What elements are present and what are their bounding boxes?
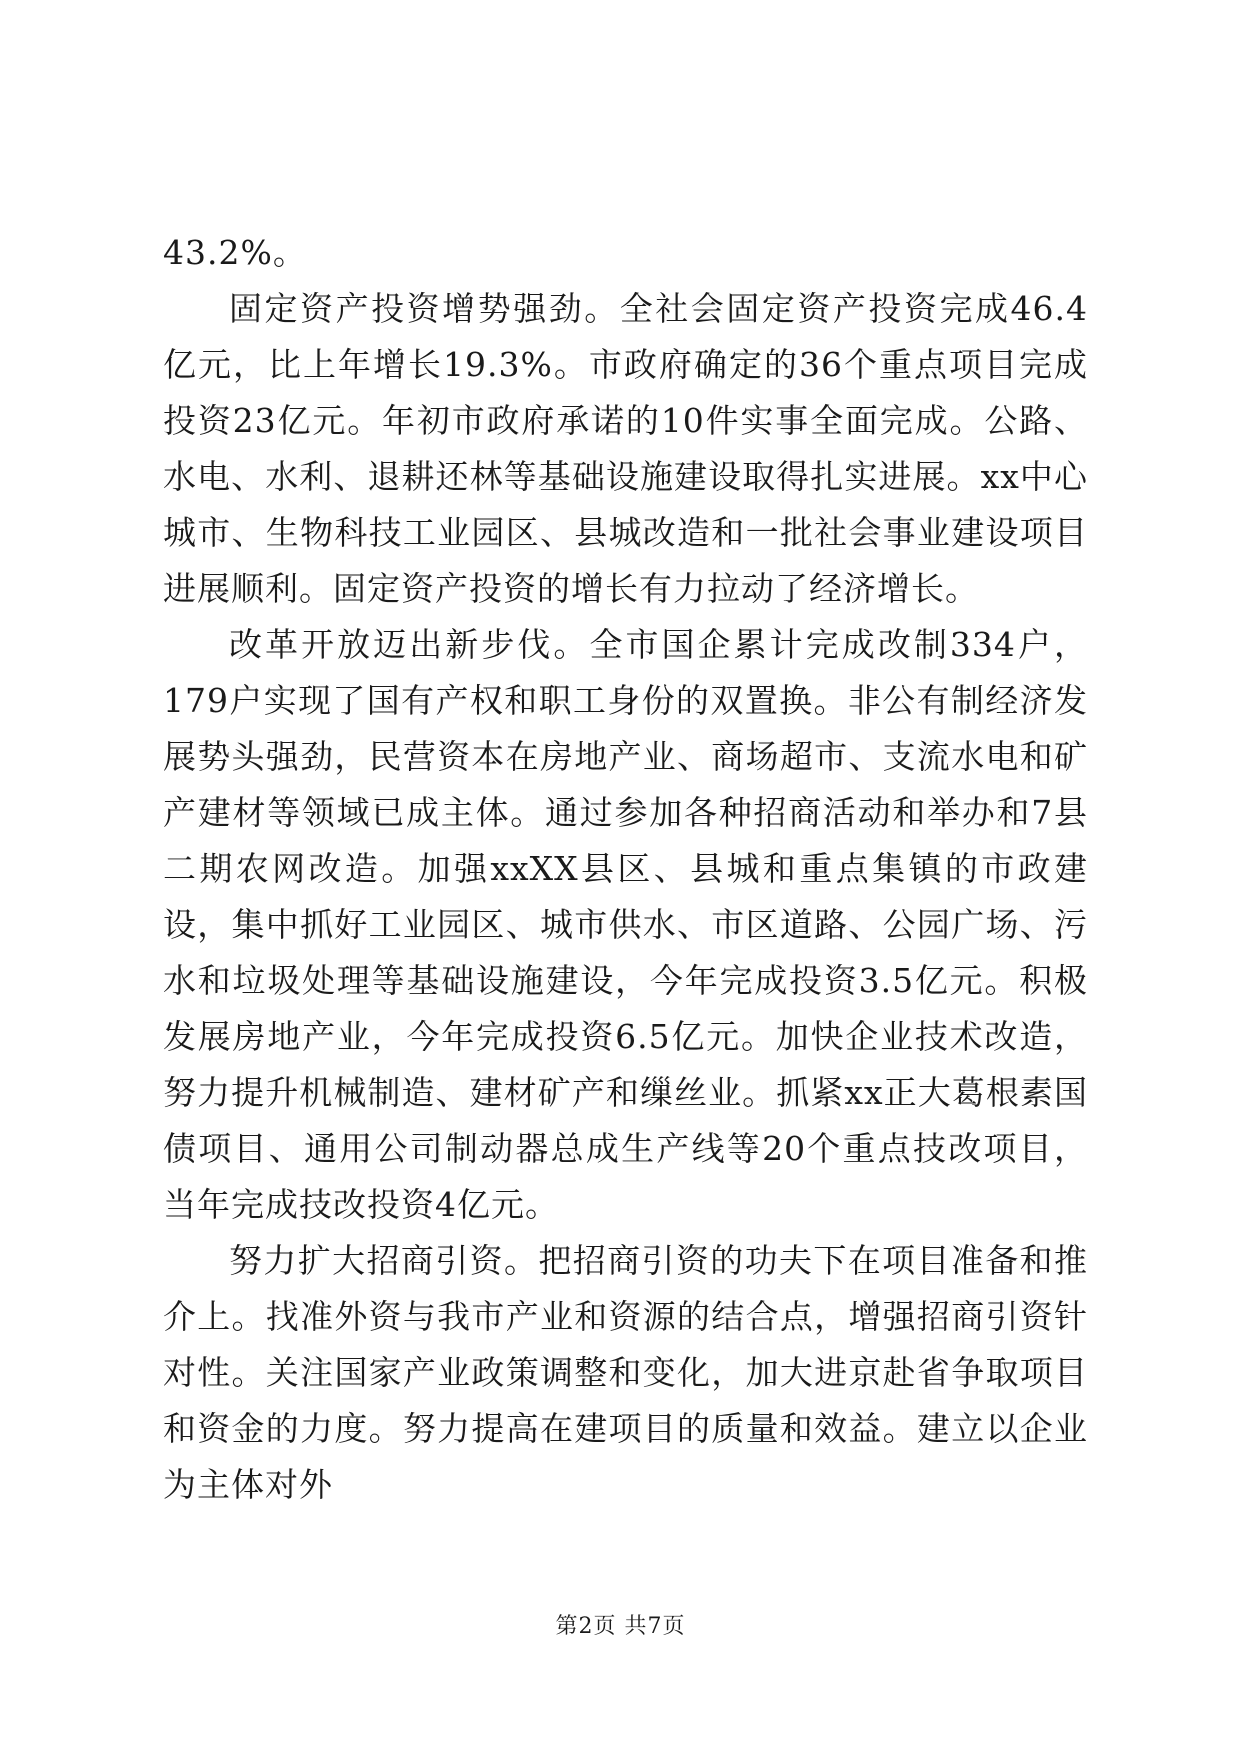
paragraph-reform-opening: 改革开放迈出新步伐。全市国企累计完成改制334户，179户实现了国有产权和职工身份的双置换。非公有制经济发展势头强劲，民营资本在房地产业、商场超市、支流水电和矿产建材等领域已成主体。通过参加各种招商活动和举办和7县二期农网改造。加强xxXX县区、县城和重点集镇的市政建设，集中抓好工业园区、城市供水、市区道路、公园广场、污水和垃圾处理等基础设施建设，今年完成投资3.5亿元。积极发展房地产业，今年完成投资6.5亿元。加快企业技术改造，努力提升机械制造、建材矿产和缫丝业。抓紧xx正大葛根素国债项目、通用公司制动器总成生产线等20个重点技改项目，当年完成技改投资4亿元。 xyxy=(163,625,1088,1224)
paragraph-investment-attraction: 努力扩大招商引资。把招商引资的功夫下在项目准备和推介上。找准外资与我市产业和资源的结合点，增强招商引资针对性。关注国家产业政策调整和变化，加大进京赴省争取项目和资金的力度。努力提高在建项目的质量和效益。建立以企业为主体对外 xyxy=(163,1241,1088,1504)
paragraph-fixed-asset-investment: 固定资产投资增势强劲。全社会固定资产投资完成46.4亿元，比上年增长19.3%。市政府确定的36个重点项目完成投资23亿元。年初市政府承诺的10件实事全面完成。公路、水电、水利、退耕还林等基础设施建设取得扎实进展。xx中心城市、生物科技工业园区、县城改造和一批社会事业建设项目进展顺利。固定资产投资的增长有力拉动了经济增长。 xyxy=(163,289,1088,608)
document-body xyxy=(163,225,1088,1513)
page-footer: 第2页 共7页 xyxy=(555,1614,686,1639)
paragraph-continuation: 43.2%。 xyxy=(163,233,307,272)
